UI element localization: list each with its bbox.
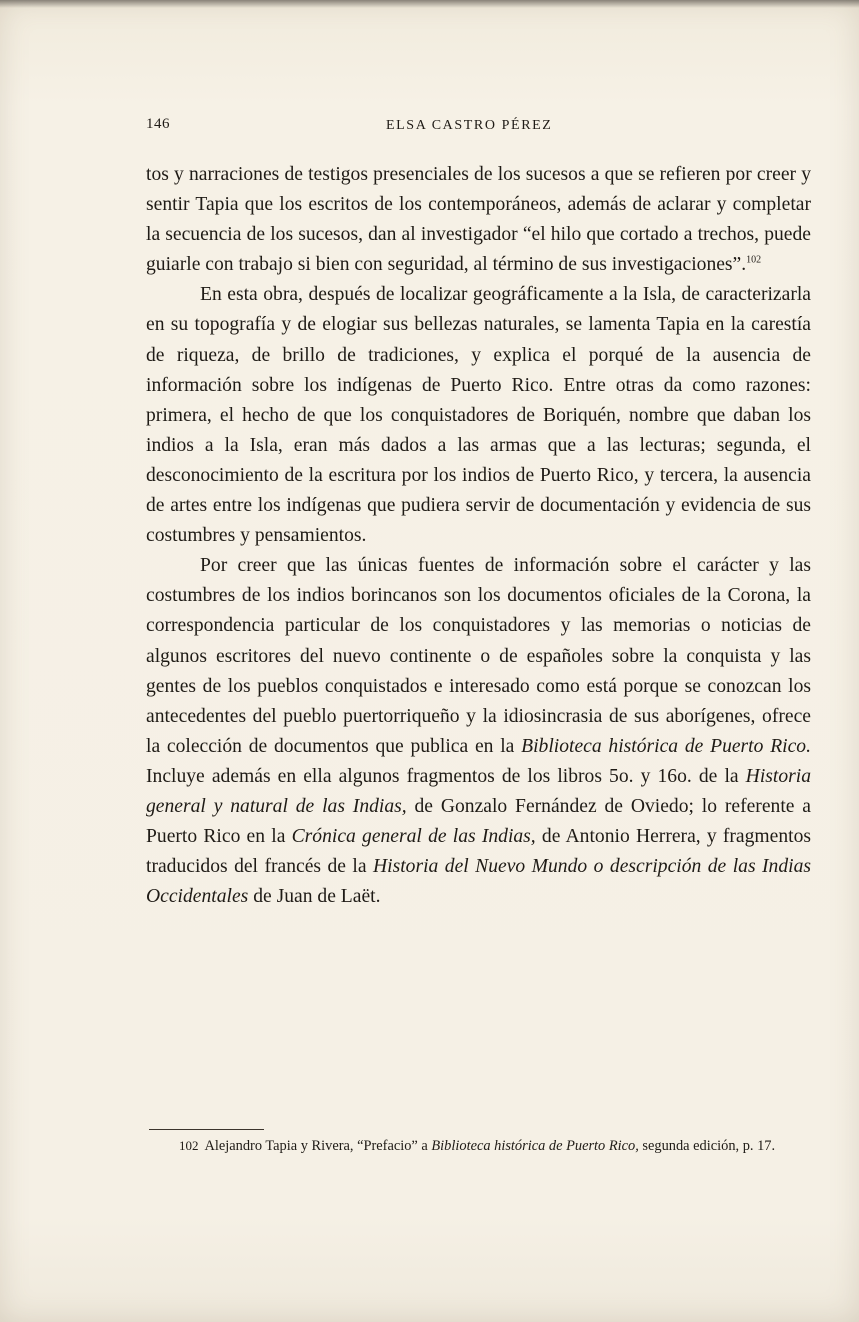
paragraph-1-text: tos y narraciones de testigos presenciales de los sucesos a que se refieren por creer y sentir Tapia que los escritos de los contemporáneos, además de aclarar y completar la secuencia de los sucesos, dan al investigador “el hilo que cortado a trechos, puede guiarle con trabajo si bien con seguridad, al término de sus investigaciones”. xyxy=(146,164,811,276)
footnote-number: 102 xyxy=(179,1138,199,1153)
footnote-reference: 102 xyxy=(746,254,762,266)
running-head: ELSA CASTRO PÉREZ xyxy=(386,118,553,133)
footnote-text-after: segunda edición, p. 17. xyxy=(638,1138,776,1154)
footnote-book-title: Biblioteca histórica de Puerto Rico, xyxy=(431,1138,639,1154)
page-top-edge xyxy=(0,0,859,8)
book-title-biblioteca: Biblioteca histórica de Puerto Rico. xyxy=(521,735,811,757)
page-number: 146 xyxy=(146,116,170,132)
book-title-cronica-general: Crónica general de las Indias, xyxy=(291,826,536,848)
footnote-text-before: Alejandro Tapia y Rivera, “Prefacio” a xyxy=(204,1138,432,1154)
body-text xyxy=(146,160,811,912)
book-title-historia-general: Historia general y natural de las Indias, xyxy=(146,765,811,817)
paragraph-2: En esta obra, después de localizar geográficamente a la Isla, de caracterizarla en su topografía y de elogiar sus bellezas naturales, se lamenta Tapia en la carestía de riqueza, de brillo de tradiciones, y explica el porqué de la ausencia de información sobre los indígenas de Puerto Rico. Entre otras da como razones: primera, el hecho de que los conquistadores de Boriquén, nombre que daban los indios a la Isla, eran más dados a las armas que a las lecturas; segunda, el desconocimiento de la escritura por los indios de Puerto Rico, y tercera, la ausencia de artes entre los indígenas que pudiera servir de documentación y evidencia de sus costumbres y pensamientos. xyxy=(146,284,811,547)
book-title-historia-nuevo-mundo: Historia del Nuevo Mundo o descripción de las Indias Occidentales xyxy=(146,856,811,908)
paragraph-1 xyxy=(146,160,811,280)
paragraph-3-part-4: de Antonio Herrera, y fragmentos traducidos del francés de la xyxy=(146,826,811,878)
paragraph-3-part-3: de Gonzalo Fernández de Oviedo; lo referente a Puerto Rico en la xyxy=(146,795,811,848)
paragraph-3-part-1: Por creer que las únicas fuentes de información sobre el carácter y las costumbres de los indios borincanos son los documentos oficiales de la Corona, la correspondencia particular de los conquistadores y las memorias o noticias de algunos escritores del nuevo continente o de españoles sobre la conquista y las gentes de los pueblos conquistados e interesado como está porque se conozcan los antecedentes del pueblo puertorriqueño y la idiosincrasia de sus aborígenes, ofrece la colección de documentos que publica en la xyxy=(146,555,811,757)
footnote-divider xyxy=(149,1129,264,1130)
footnote xyxy=(149,1136,809,1156)
paragraph-3-part-5: de Juan de Laët. xyxy=(248,886,381,908)
paragraph-3 xyxy=(146,551,811,912)
paragraph-3-part-2: Incluye además en ella algunos fragmentos de los libros 5o. y 16o. de la xyxy=(146,765,746,787)
page-header xyxy=(146,116,811,140)
